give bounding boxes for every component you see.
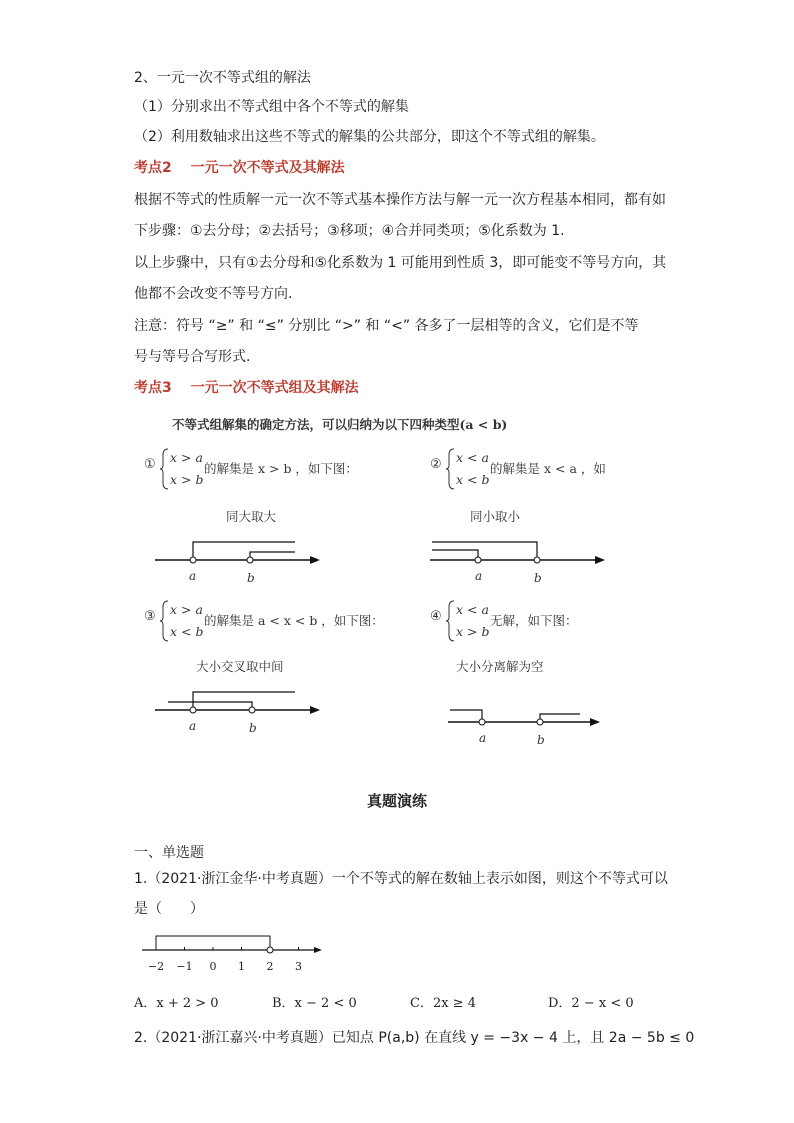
kaodian-2-title: 考点2 一元一次不等式及其解法 <box>134 160 345 176</box>
paragraph-2-line-1: 以上步骤中，只有①去分母和⑤化系数为 1 可能用到性质 3，即可能变不等号方向，其 <box>134 255 667 271</box>
case-2-text: 的解集是 x < a ，如 <box>490 461 606 476</box>
axis-tick-label: −1 <box>176 960 193 973</box>
option-b[interactable]: B．x − 2 < 0 <box>272 996 357 1011</box>
note-line-2: 号与等号合写形式. <box>134 349 251 365</box>
paragraph-1-line-1: 根据不等式的性质解一元一次不等式基本操作方法与解一元一次方程基本相同，都有如 <box>134 192 666 208</box>
axis-tick-label: −2 <box>147 960 165 973</box>
label-b: b <box>249 721 257 735</box>
label-a: a <box>475 569 483 583</box>
case-3-system: x > a x < b <box>170 602 204 639</box>
axis-tick-label: 3 <box>295 960 302 973</box>
step-1: （1）分别求出不等式组中各个不等式的解集 <box>134 99 409 115</box>
brace-icon <box>446 599 456 643</box>
section-title: 真题演练 <box>366 792 427 810</box>
label-b: b <box>247 571 255 585</box>
note-line-1: 注意：符号 “≥” 和 “≤” 分别比 “>” 和 “<” 各多了一层相等的含义，它们是不等 <box>134 318 639 334</box>
option-c[interactable]: C．2x ≥ 4 <box>410 996 476 1011</box>
case-4-system: x < a x > b <box>456 602 490 639</box>
kaodian-3-title: 考点3 一元一次不等式组及其解法 <box>134 380 359 396</box>
question-2: 2.（2021·浙江嘉兴·中考真题）已知点 P(a,b) 在直线 y = −3x − 4 上，且 2a − 5b ≤ 0 <box>134 1030 695 1046</box>
label-b: b <box>534 571 542 585</box>
case-2-system: x < a x < b <box>456 450 490 487</box>
case-2-number: ② <box>430 457 442 472</box>
case-3-number: ③ <box>144 609 156 624</box>
paragraph-2-line-2: 他都不会改变不等号方向. <box>134 286 293 302</box>
case-4-number: ④ <box>430 609 442 624</box>
option-a[interactable]: A．x + 2 > 0 <box>134 996 219 1011</box>
brace-icon <box>160 447 170 491</box>
number-lines-row-1 <box>130 530 650 590</box>
question-1-line-1: 1.（2021·浙江金华·中考真题）一个不等式的解在数轴上表示如图，则这个不等式可以 <box>134 871 668 887</box>
case-1-system: x > a x > b <box>170 450 204 487</box>
case-2-title: 同小取小 <box>470 509 521 524</box>
question-1-number-line <box>134 928 334 976</box>
label-a: a <box>189 719 197 733</box>
axis-tick-label: 0 <box>209 960 217 973</box>
case-4-title: 大小分离解为空 <box>456 659 544 674</box>
case-1-number: ① <box>144 457 156 472</box>
label-b: b <box>537 733 545 747</box>
question-type: 一、单选题 <box>134 845 204 861</box>
heading-solution-of-system: 2、一元一次不等式组的解法 <box>134 70 311 86</box>
case-3-text: 的解集是 a < x < b ，如下图： <box>204 613 384 628</box>
axis-tick-label: 1 <box>238 960 245 973</box>
system-solution-figure <box>130 405 650 750</box>
case-3-title: 大小交叉取中间 <box>196 659 284 674</box>
step-2: （2）利用数轴求出这些不等式的解集的公共部分，即这个不等式组的解集。 <box>134 129 605 145</box>
case-4-text: 无解，如下图： <box>490 613 578 628</box>
case-1-title: 同大取大 <box>226 509 277 524</box>
question-1-line-2: 是（ ） <box>134 901 204 917</box>
brace-icon <box>160 599 170 643</box>
number-lines-row-2 <box>130 680 650 750</box>
brace-icon <box>446 447 456 491</box>
label-a: a <box>479 731 487 745</box>
figure-intro: 不等式组解集的确定方法，可以归纳为以下四种类型(a < b) <box>172 417 508 432</box>
option-d[interactable]: D．2 − x < 0 <box>548 996 634 1011</box>
case-1-text: 的解集是 x > b ，如下图： <box>204 461 358 476</box>
axis-tick-label: 2 <box>266 960 274 973</box>
paragraph-1-line-2: 下步骤：①去分母；②去括号；③移项；④合并同类项；⑤化系数为 1. <box>134 223 565 239</box>
label-a: a <box>189 569 197 583</box>
